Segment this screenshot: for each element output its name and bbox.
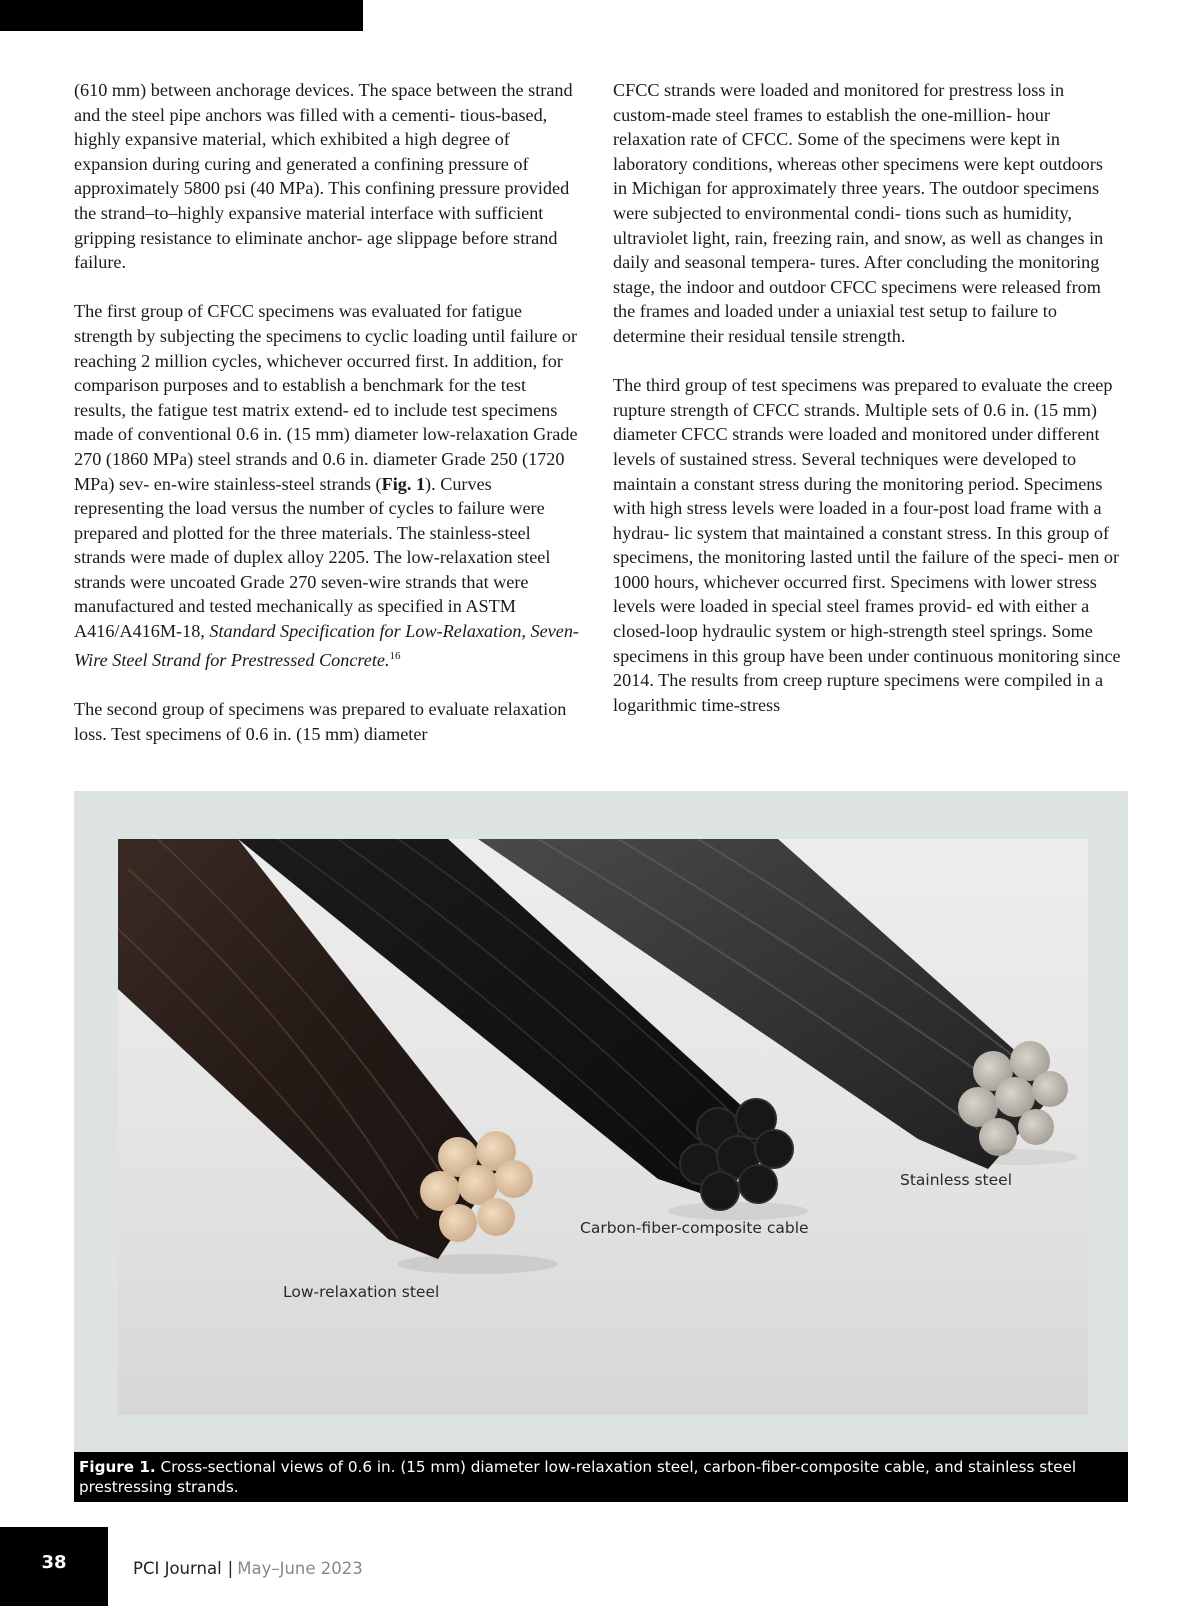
paragraph: [74, 299, 582, 672]
footer-separator: |: [227, 1559, 234, 1578]
paragraph: CFCC strands were loaded and monitored for prestress loss in custom-made steel frames to establish the one-million- hour relaxation rate of CFCC. Some of the specimens were kept in laboratory conditions, whereas other specimens were kept outdoors in Michigan for approximately three years. The outdoor specimens were subjected to environmental condi- tions such as humidity, ultraviolet light, rain, freezing rain, and snow, as well as changes in daily and seasonal tempera- tures. After concluding the monitoring stage, the indoor and outdoor CFCC specimens were released from the frames and loaded under a uniaxial test setup to failure to determine their residual tensile strength.: [613, 80, 1104, 346]
label-low-relaxation-steel: Low-relaxation steel: [283, 1283, 440, 1301]
issue-date: May–June 2023: [237, 1559, 363, 1578]
standard-title: Standard Specification for Low-Relaxation, Seven-Wire Steel Strand for Prestressed Concrete.: [74, 621, 579, 670]
journal-name: PCI Journal: [133, 1559, 222, 1578]
right-column: [613, 78, 1121, 717]
text-span: The first group of CFCC specimens was evaluated for fatigue strength by subjecting the specimens to cyclic loading until failure or reaching 2 million cycles, whichever occurred first. In addition, for comparison purposes and to establish a benchmark for the test results, the fatigue test matrix extend- ed to include test specimens made of conventional 0.6 in. (15 mm) diameter low-relaxation Grade 270 (1860 MPa) steel strands and 0.6 in. diameter Grade 250 (1720 MPa) sev- en-wire stainless-steel strands (: [74, 301, 578, 494]
footer: [133, 1559, 363, 1578]
label-stainless-steel: Stainless steel: [900, 1171, 1012, 1189]
figure-caption: [74, 1452, 1128, 1502]
figure-panel: [74, 791, 1128, 1452]
paragraph: The third group of test specimens was prepared to evaluate the creep rupture strength of CFCC strands. Multiple sets of 0.6 in. (15 mm) diameter CFCC strands were loaded and monitored under different levels of sustained stress. Several techniques were developed to maintain a constant stress during the monitoring period. Specimens with high stress levels were loaded in a four-post load frame with a hydrau- lic system that maintained a constant stress. In this group of specimens, the monitoring lasted until the failure of the speci- men or 1000 hours, whichever occurred first. Specimens with lower stress levels were loaded in special steel frames provid- ed with either a closed-loop hydraulic system or high-strength steel springs. Some specimens in this group have been under continuous monitoring since 2014. The results from creep rupture specimens were compiled in a logarithmic time-stress: [613, 375, 1121, 715]
strands-photo: [118, 839, 1088, 1415]
page-number-box: [0, 1527, 108, 1606]
paragraph: The second group of specimens was prepared to evaluate relaxation loss. Test specimens of 0.6 in. (15 mm) diameter: [74, 698, 567, 744]
caption-label: Figure 1.: [79, 1458, 156, 1476]
strands-illustration: [118, 839, 1088, 1415]
text-span: ). Curves representing the load versus the number of cycles to failure were prepared and plotted for the three materials. The stainless-steel strands were made of duplex alloy 2205. The low-relaxation steel strands were uncoated Grade 270 seven-wire strands that were manufactured and tested mechanically as specified in ASTM A416/A416M-18,: [74, 473, 551, 642]
label-cfcc: Carbon-fiber-composite cable: [580, 1219, 809, 1237]
left-column: [74, 78, 582, 746]
header-bar: [0, 0, 363, 31]
figure-reference[interactable]: Fig. 1: [381, 473, 426, 494]
paragraph: (610 mm) between anchorage devices. The space between the strand and the steel pipe anchors was filled with a cementi- tious-based, highly expansive material, which exhibited a high degree of expansion during curing and generated a confining pressure of approximately 5800 psi (40 MPa). This confining pressure provided the strand–to–highly expansive material interface with sufficient gripping resistance to eliminate anchor- age slippage before strand failure.: [74, 80, 573, 273]
reference-superscript[interactable]: 16: [389, 649, 401, 662]
caption-text: Cross-sectional views of 0.6 in. (15 mm) diameter low-relaxation steel, carbon-fiber-composite cable, and stainless steel prestressing strands.: [79, 1458, 1077, 1496]
page-number: 38: [41, 1552, 67, 1573]
